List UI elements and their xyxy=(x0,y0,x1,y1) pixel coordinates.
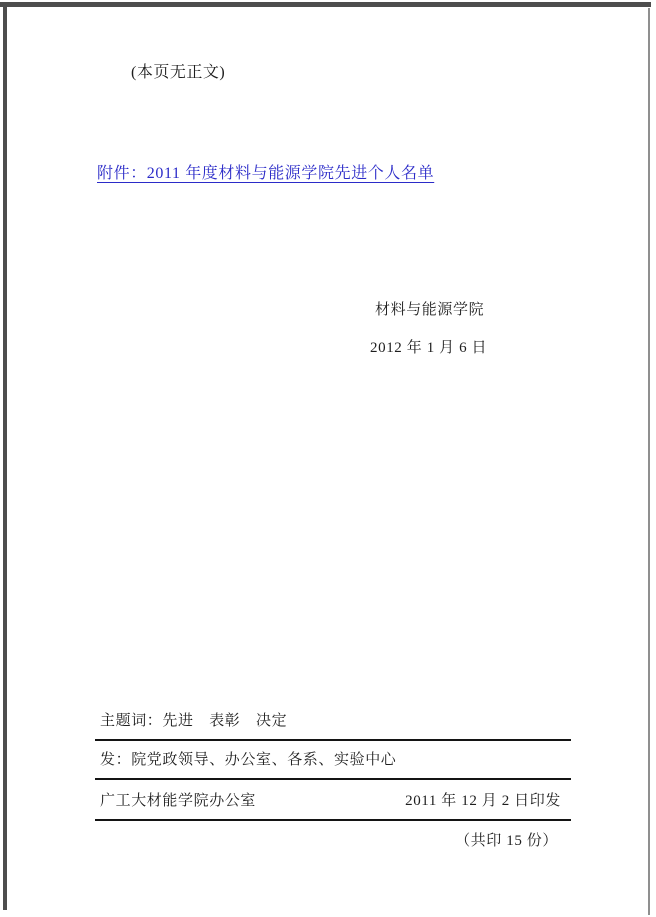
scan-edge-right xyxy=(648,8,650,915)
document-footer xyxy=(95,705,571,850)
scan-edge-top xyxy=(0,2,651,7)
scan-edge-left xyxy=(3,4,7,910)
distribution-line: 发：院党政领导、办公室、各系、实验中心 xyxy=(100,752,397,768)
issuer-row xyxy=(95,780,571,819)
issuing-office: 广工大材能学院办公室 xyxy=(100,793,257,809)
subject-keywords-line: 主题词：先进 表彰 决定 xyxy=(100,713,288,729)
signature-organization: 材料与能源学院 xyxy=(375,302,485,318)
no-body-text-notice: (本页无正文) xyxy=(131,64,226,81)
copies-count: （共印 15 份） xyxy=(455,833,558,849)
signature-date: 2012 年 1 月 6 日 xyxy=(370,340,488,356)
attachment-link[interactable]: 附件：2011 年度材料与能源学院先进个人名单 xyxy=(97,165,435,182)
print-date: 2011 年 12 月 2 日印发 xyxy=(405,793,561,809)
